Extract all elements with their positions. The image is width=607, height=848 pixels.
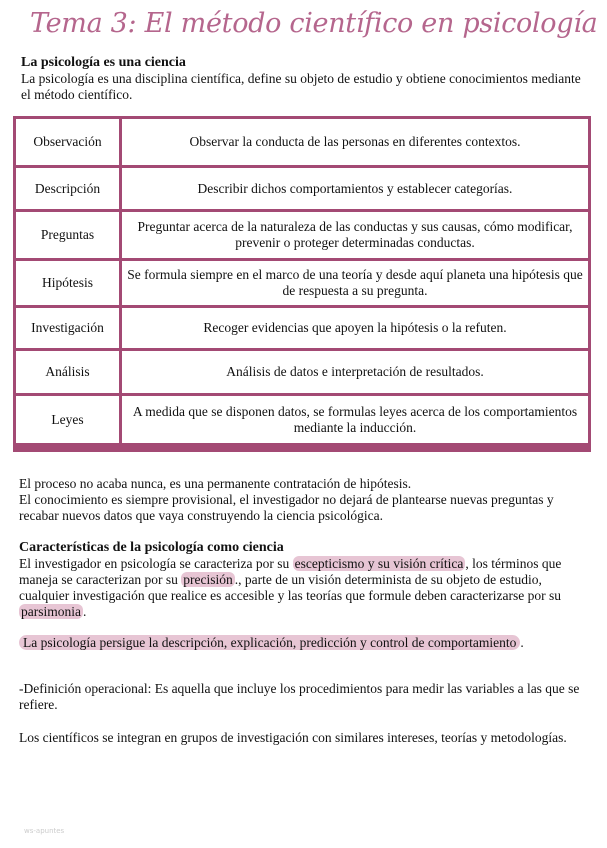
step-description: Análisis de datos e interpretación de resultados. bbox=[122, 351, 588, 393]
intro-heading: La psicología es una ciencia bbox=[21, 55, 186, 70]
step-description: A medida que se disponen datos, se formulas leyes acerca de los comportamientos mediante la inducción. bbox=[122, 396, 588, 443]
definition-section bbox=[19, 681, 594, 713]
highlight-skepticism: escepticismo y su visión crítica bbox=[294, 556, 464, 571]
scientists-section bbox=[19, 730, 594, 746]
highlight-parsimony: parsimonia bbox=[21, 604, 81, 619]
text-run: El investigador en psicología se caracteriza por su bbox=[19, 556, 293, 571]
scientists-text: Los científicos se integran en grupos de investigación con similares intereses, teorías y metodologías. bbox=[19, 730, 567, 745]
step-name: Hipótesis bbox=[16, 261, 119, 305]
characteristics-section bbox=[19, 540, 594, 620]
method-steps-table bbox=[13, 116, 591, 452]
text-run: , los términos que maneja se caracterizan por su bbox=[19, 556, 562, 587]
goal-text bbox=[19, 635, 594, 651]
highlight-precision: precisión bbox=[183, 572, 233, 587]
step-description: Se formula siempre en el marco de una teoría y desde aquí planeta una hipótesis que de respuesta a su pregunta. bbox=[122, 261, 588, 305]
step-name: Preguntas bbox=[16, 212, 119, 258]
step-name: Observación bbox=[16, 119, 119, 165]
goal-end: . bbox=[520, 635, 524, 650]
page-title: Tema 3: El método científico en psicología bbox=[30, 8, 598, 39]
step-name: Análisis bbox=[16, 351, 119, 393]
step-name: Investigación bbox=[16, 308, 119, 348]
intro-text: La psicología es una disciplina científica, define su objeto de estudio y obtiene conocimientos mediante el método científico. bbox=[21, 71, 581, 102]
process-line-2: El conocimiento es siempre provisional, el investigador no dejará de plantearse nuevas preguntas y recabar nuevos datos que vaya construyendo la ciencia psicológica. bbox=[19, 492, 554, 523]
definition-text: -Definición operacional: Es aquella que incluye los procedimientos para medir las variables a las que se refiere. bbox=[19, 681, 580, 712]
text-run: . bbox=[83, 604, 87, 619]
goal-highlight: La psicología persigue la descripción, explicación, predicción y control de comportamiento bbox=[19, 635, 520, 650]
step-name: Leyes bbox=[16, 396, 119, 443]
step-description: Recoger evidencias que apoyen la hipótesis o la refuten. bbox=[122, 308, 588, 348]
characteristics-heading: Características de la psicología como ciencia bbox=[19, 540, 284, 555]
step-name: Descripción bbox=[16, 168, 119, 209]
process-line-1: El proceso no acaba nunca, es una permanente contratación de hipótesis. bbox=[19, 476, 412, 491]
characteristics-text bbox=[19, 556, 594, 620]
text-run: ., parte de un visión determinista de su objeto de estudio, cualquier investigación que realice es accesible y las teorías que formule deben caracterizarse por su bbox=[19, 572, 561, 603]
goal-section bbox=[19, 635, 594, 651]
step-description: Describir dichos comportamientos y establecer categorías. bbox=[122, 168, 588, 209]
watermark: ws-apuntes bbox=[24, 827, 65, 835]
process-section bbox=[19, 476, 594, 524]
intro-section bbox=[21, 55, 591, 103]
step-description: Observar la conducta de las personas en diferentes contextos. bbox=[122, 119, 588, 165]
step-description: Preguntar acerca de la naturaleza de las conductas y sus causas, cómo modificar, prevenir o proteger determinadas conductas. bbox=[122, 212, 588, 258]
